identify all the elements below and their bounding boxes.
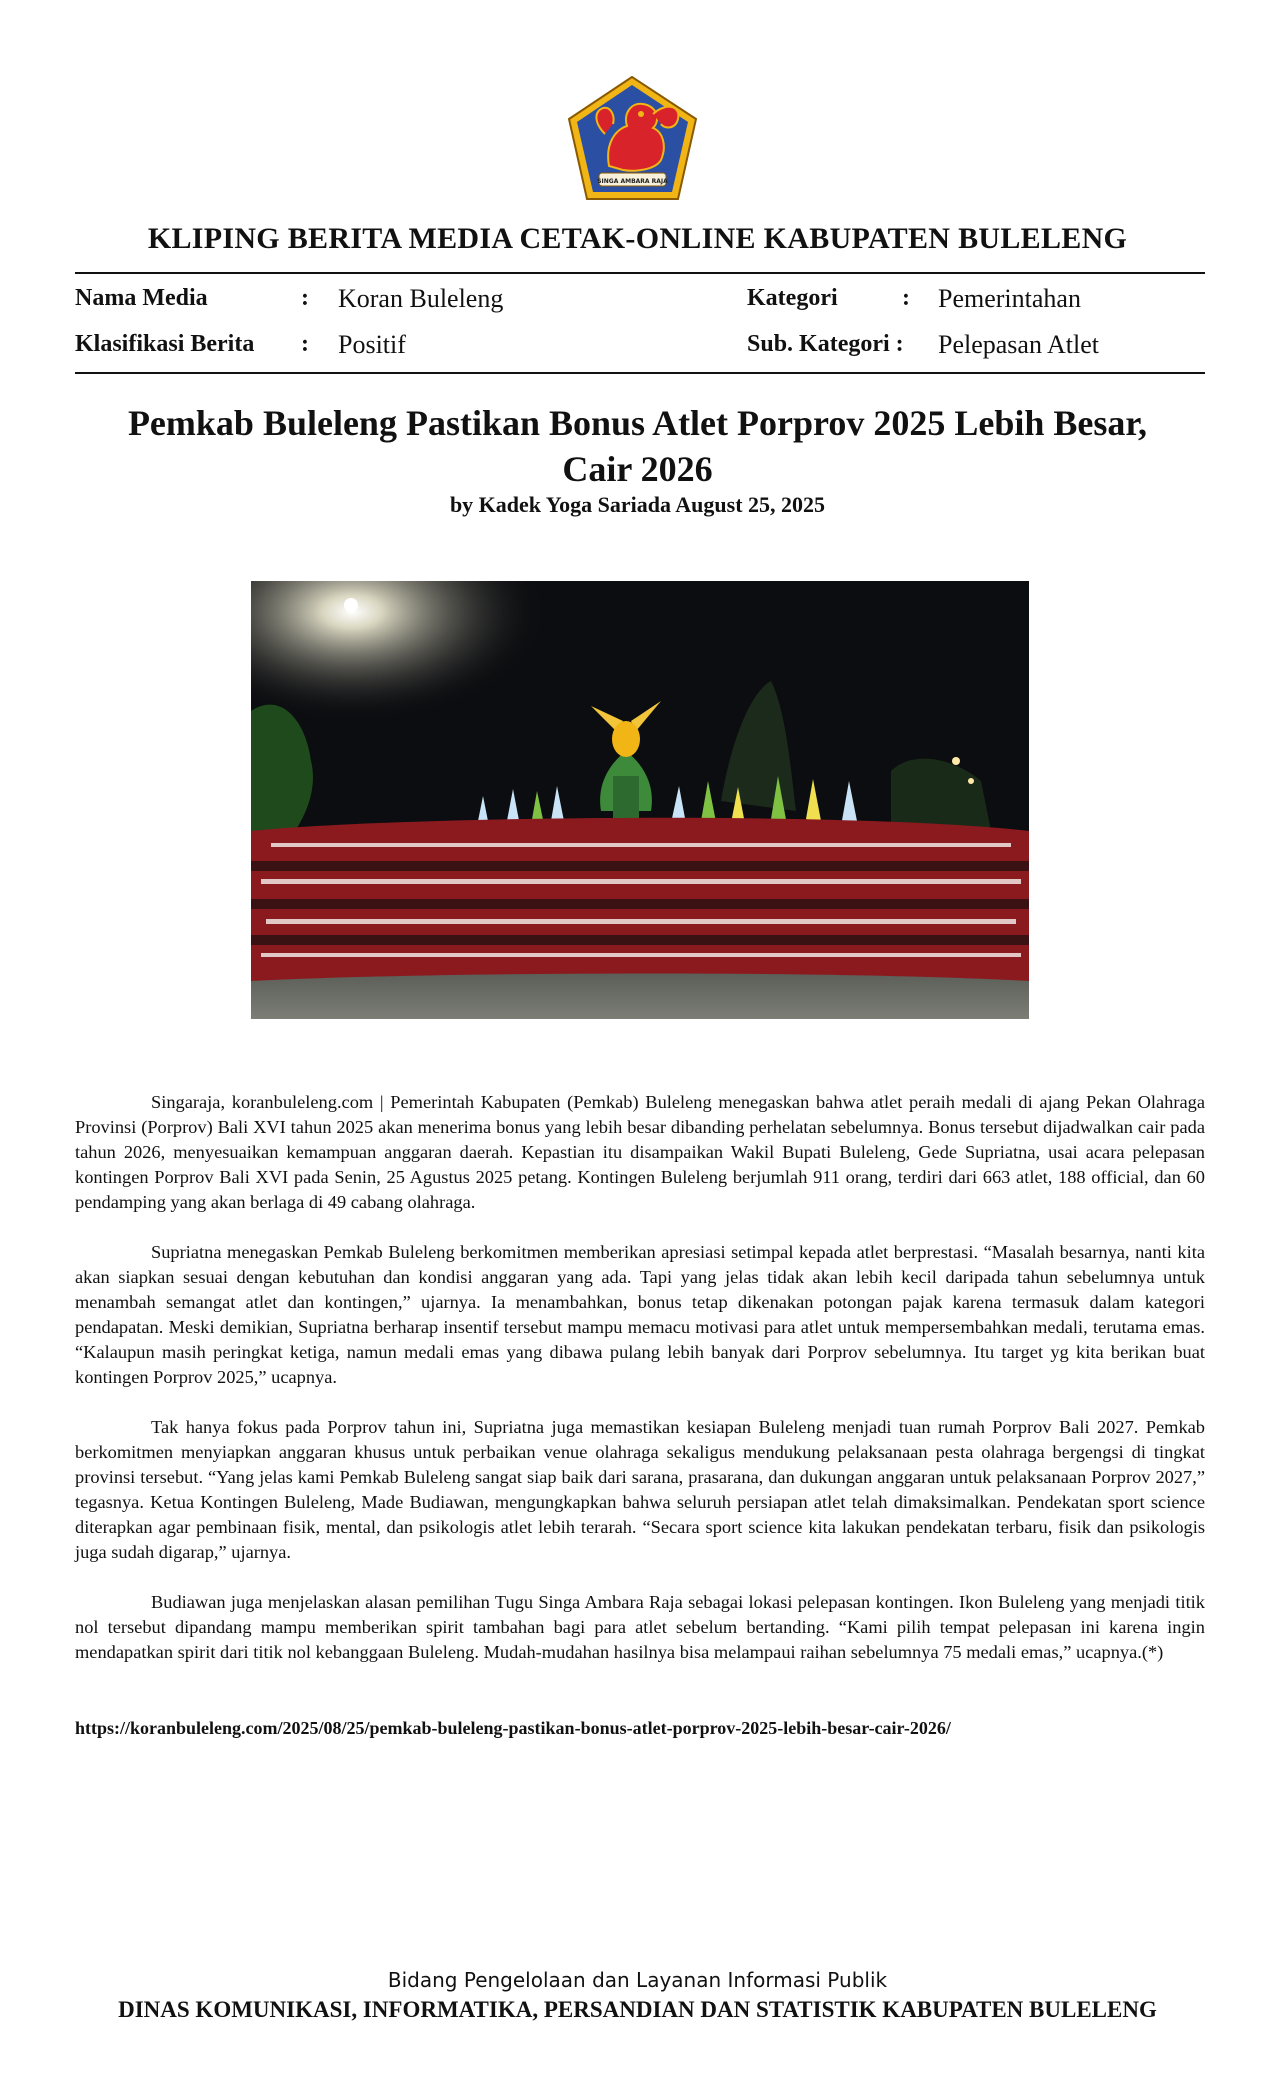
contingent-night-photo-illustration xyxy=(251,581,1029,1019)
article-paragraph-4: Budiawan juga menjelaskan alasan pemilihan Tugu Singa Ambara Raja sebagai lokasi pelepasan kontingen. Ikon Buleleng yang menjadi titik nol tersebut dipandang mampu memberikan spirit tambahan bagi para atlet sebelum bertanding. “Kami pilih tempat pelepasan ini karena ingin mendapatkan spirit dari titik nol kebanggaan Buleleng. Mudah-mudahan hasilnya bisa melampaui raihan sebelumnya 75 medali emas,” ucapnya.(*) xyxy=(75,1592,1205,1662)
buleleng-crest-logo xyxy=(565,74,700,202)
kategori-colon: : xyxy=(902,285,910,311)
article-source-link[interactable]: https://koranbuleleng.com/2025/08/25/pemkab-buleleng-pastikan-bonus-atlet-porprov-2025-lebih-besar-cair-2026/ xyxy=(75,1718,951,1738)
article-paragraph-1: Singaraja, koranbuleleng.com | Pemerintah Kabupaten (Pemkab) Buleleng menegaskan bahwa atlet peraih medali di ajang Pekan Olahraga Provinsi (Porprov) Bali XVI tahun 2025 akan menerima bonus yang lebih besar dibanding perhelatan sebelumnya. Bonus tersebut dijadwalkan cair pada tahun 2026, menyesuaikan kemampuan anggaran daerah. Kepastian itu disampaikan Wakil Bupati Buleleng, Gede Supriatna, usai acara pelepasan kontingen Porprov Bali XVI pada Senin, 25 Agustus 2025 petang. Kontingen Buleleng berjumlah 911 orang, terdiri dari 663 atlet, 188 official, dan 60 pendamping yang akan berlaga di 49 cabang olahraga. xyxy=(75,1092,1205,1212)
subkategori-value: Pelepasan Atlet xyxy=(938,330,1100,359)
header-divider-bottom xyxy=(75,372,1205,374)
article-paragraph-2: Supriatna menegaskan Pemkab Buleleng berkomitmen memberikan apresiasi setimpal kepada atlet berprestasi. “Masalah besarnya, nanti kita akan siapkan sesuai dengan kebutuhan dan kondisi anggaran yang ada. Tapi yang jelas tidak akan lebih kecil daripada tahun sebelumnya untuk menambah semangat atlet dan kontingen,” ujarnya. Ia menambahkan, bonus tetap dikenakan potongan pajak karena termasuk dalam kategori pendapatan. Meski demikian, Supriatna berharap insentif tersebut mampu memacu motivasi para atlet untuk mempersembahkan medali, terutama emas. “Kalaupun masih peringkat ketiga, namun medali emas yang dibawa pulang lebih banyak dari Porprov sebelumnya. Itu target yg kita berikan buat kontingen Porprov 2025,” ucapnya. xyxy=(75,1242,1205,1387)
klasifikasi-label: Klasifikasi Berita xyxy=(75,331,255,357)
klasifikasi-value: Positif xyxy=(338,330,406,359)
kategori-value: Pemerintahan xyxy=(938,284,1081,313)
media-label: Nama Media xyxy=(75,285,208,311)
media-colon: : xyxy=(301,285,309,311)
logo-motto: SINGA AMBARA RAJA xyxy=(597,178,668,185)
clipping-header-title: KLIPING BERITA MEDIA CETAK-ONLINE KABUPATEN BULELENG xyxy=(147,222,1128,255)
article-byline: by Kadek Yoga Sariada August 25, 2025 xyxy=(449,492,826,517)
kategori-label: Kategori xyxy=(747,285,838,311)
klasifikasi-colon: : xyxy=(301,331,309,357)
article-title: Pemkab Buleleng Pastikan Bonus Atlet Porprov 2025 Lebih Besar, Cair 2026 xyxy=(127,403,1148,489)
article-body xyxy=(75,1090,1205,1690)
media-value: Koran Buleleng xyxy=(338,284,504,313)
header-divider-top xyxy=(75,272,1205,274)
footer-division: Bidang Pengelolaan dan Layanan Informasi Publik xyxy=(387,1968,888,1992)
singa-ambara-raja-crest-icon xyxy=(565,74,700,202)
subkategori-label: Sub. Kategori : xyxy=(747,331,904,357)
footer-agency: DINAS KOMUNIKASI, INFORMATIKA, PERSANDIAN DAN STATISTIK KABUPATEN BULELENG xyxy=(118,1997,1157,2022)
article-paragraph-3: Tak hanya fokus pada Porprov tahun ini, Supriatna juga memastikan kesiapan Buleleng menjadi tuan rumah Porprov Bali 2027. Pemkab berkomitmen menyiapkan anggaran khusus untuk perbaikan venue olahraga sekaligus mendukung pelaksanaan pesta olahraga bergengsi di tingkat provinsi tersebut. “Yang jelas kami Pemkab Buleleng sangat siap baik dari sarana, prasarana, dan dukungan anggaran untuk pelaksanaan Porprov 2027,” tegasnya. Ketua Kontingen Buleleng, Made Budiawan, mengungkapkan bahwa seluruh persiapan atlet telah dimaksimalkan. Pendekatan sport science diterapkan agar pembinaan fisik, mental, dan psikologis atlet lebih terarah. “Secara sport science kita lakukan pendekatan terbaru, fisik dan psikologis juga sudah digarap,” ujarnya. xyxy=(75,1417,1205,1562)
article-photo xyxy=(251,581,1029,1019)
